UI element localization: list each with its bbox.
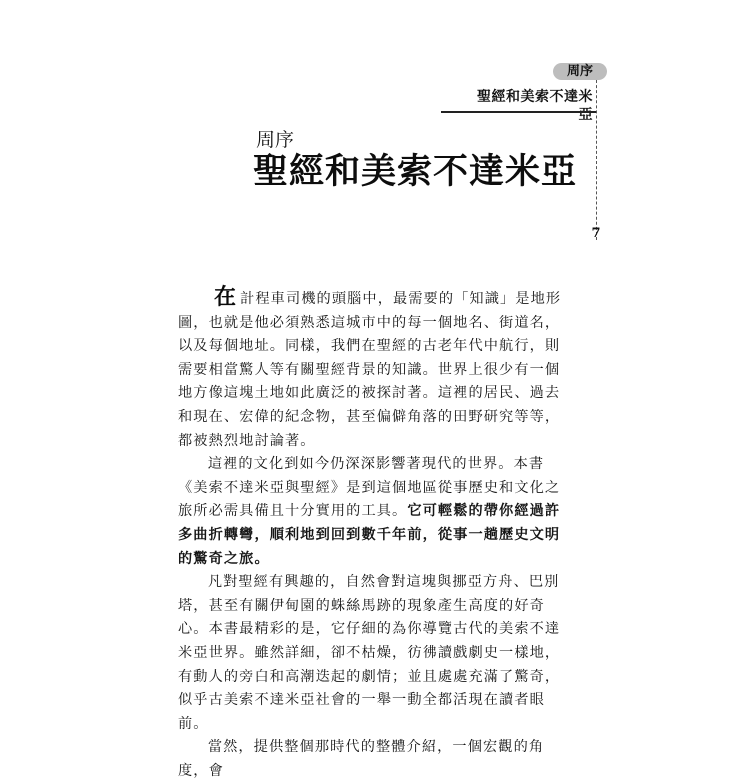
paragraph-1-text: 計程車司機的頭腦中，最需要的「知識」是地形圖，也就是他必須熟悉這城市中的每一個地名、街道名，以及每個地址。同樣，我們在聖經的古老年代中航行，則需要相當驚人等有關聖經背景的知識。世界上很少有一個地方像這塊土地如此廣泛的被探討著。這裡的居民、過去和現在、宏偉的紀念物，甚至偏僻角落的田野研究等等，都被熱烈地討論著。 [178,291,562,449]
chapter-title: 聖經和美索不達米亞 [253,152,578,192]
paragraph-4-text: 當然，提供整個那時代的整體介紹，一個宏觀的角度，會 [178,739,545,779]
paragraph-1 [178,286,572,453]
page-number: 7 [591,226,601,241]
margin-rule [596,80,597,240]
chapter-label: 周序 [256,129,295,151]
paragraph-3-text: 凡對聖經有興趣的，自然會對這塊與挪亞方舟、巴別塔，甚至有關伊甸園的蛛絲馬跡的現象產生高度的好奇心。本書最精彩的是，它仔細的為你導覽古代的美索不達米亞世界。雖然詳細，卻不枯燥，彷彿讀戲劇史一樣地，有動人的旁白和高潮迭起的劇情；並且處處充滿了驚奇，似乎古美索不達米亞社會的一舉一動全都活現在讀者眼前。 [178,574,561,732]
paragraph-3 [178,571,572,736]
paragraph-2-emphasis: 它可輕鬆的帶你經過許多曲折轉彎，順利地到回到數千年前，從事一趟歷史文明的驚奇之旅。 [178,503,561,567]
paragraph-4 [178,736,572,783]
body-text [178,286,572,783]
drop-cap: 在 [214,285,238,310]
paragraph-2 [178,453,572,571]
section-tab: 周序 [553,63,607,80]
running-header-title: 聖經和美索不達米亞 [477,89,593,123]
paragraph-2-text: 這裡的文化到如今仍深深影響著現代的世界。本書《美索不達米亞與聖經》是到這個地區從事歷史和文化之旅所必需具備且十分實用的工具。 [178,456,561,520]
header-rule [441,111,597,113]
